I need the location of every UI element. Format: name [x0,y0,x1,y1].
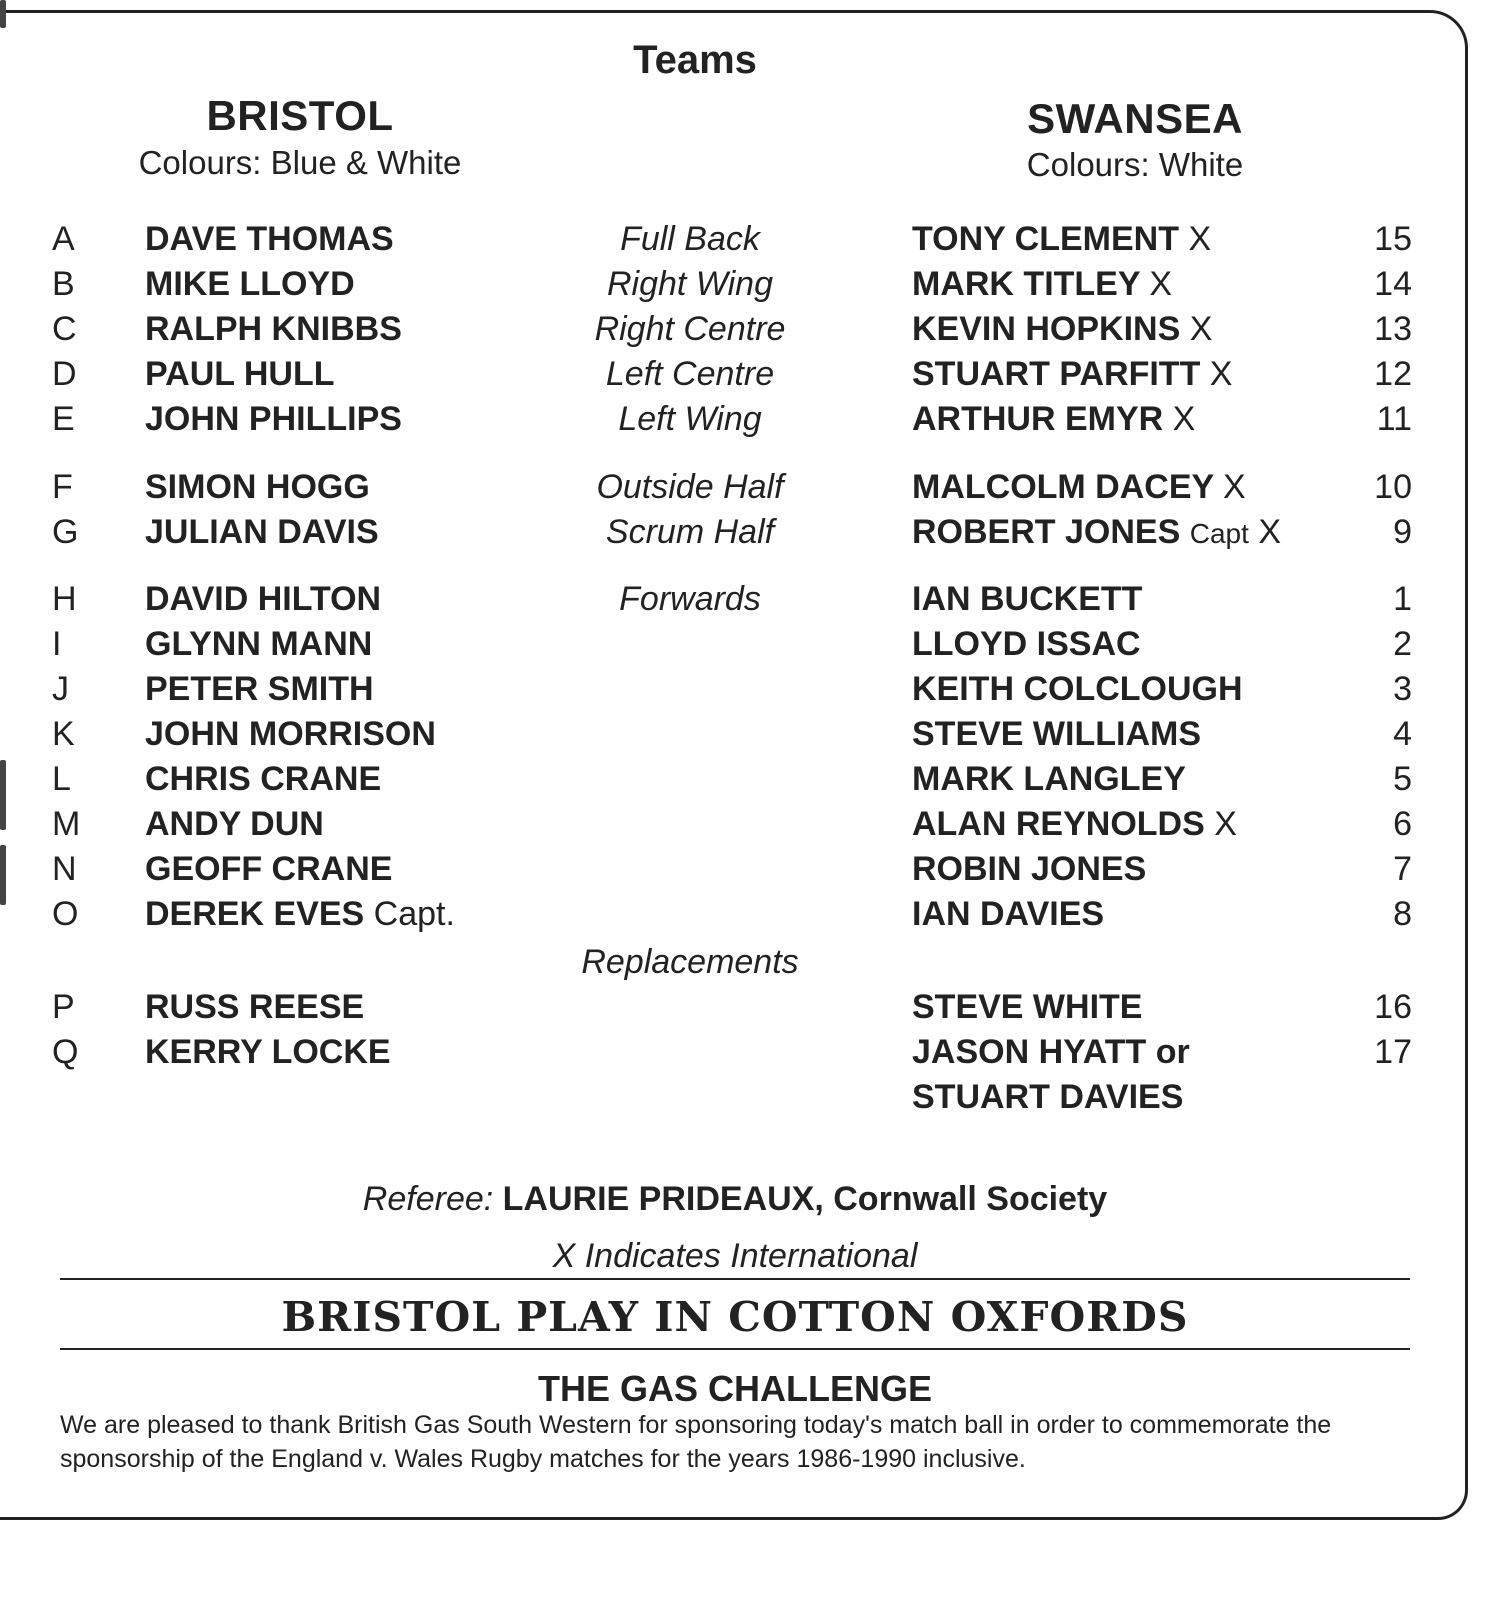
international-mark: X [1214,805,1237,843]
swansea-shirt-number: 11 [1376,400,1412,438]
position-label: Outside Half [596,468,784,506]
team-row [0,988,1495,1032]
team-row [0,670,1495,714]
bristol-player [145,355,335,394]
bristol-player [145,805,324,844]
swansea-player-name: STEVE WILLIAMS [912,715,1201,753]
divider [60,1348,1410,1350]
binding-mark [0,0,6,28]
bristol-player-name: JOHN PHILLIPS [145,400,402,438]
player-letter: O [52,895,79,933]
referee-name: LAURIE PRIDEAUX, Cornwall Society [502,1180,1108,1218]
player-letter: F [52,468,73,506]
swansea-player [912,580,1142,619]
swansea-captain-mark: Capt [1189,518,1249,549]
swansea-player [912,670,1243,709]
team-row [0,760,1495,804]
team-row [0,895,1495,939]
bristol-captain-mark: Capt. [373,895,455,933]
bristol-player-name: KERRY LOCKE [145,1033,391,1071]
team-row [0,580,1495,624]
position-label: Left Wing [618,400,762,438]
swansea-player-name: ARTHUR EMYR [912,400,1164,438]
team-row [0,1078,1495,1122]
bristol-colours: Colours: Blue & White [138,144,462,181]
swansea-player-name: ROBIN JONES [912,850,1147,888]
swansea-player-name: IAN DAVIES [912,895,1105,933]
bristol-player-name: JOHN MORRISON [145,715,436,753]
bristol-player-name: RALPH KNIBBS [145,310,402,348]
swansea-player-name: KEVIN HOPKINS [912,310,1181,348]
swansea-player [912,988,1142,1027]
position-label: Right Wing [607,265,773,303]
position-label: Forwards [619,580,761,618]
team-row [0,943,1495,987]
swansea-player [912,850,1146,889]
swansea-player [912,355,1232,394]
player-letter: L [52,760,71,798]
bristol-player-name: RUSS REESE [145,988,365,1026]
bristol-player-name: DAVE THOMAS [145,220,394,258]
swansea-player [912,513,1281,552]
swansea-player [912,265,1172,304]
swansea-player [912,468,1246,507]
swansea-shirt-number: 6 [1393,805,1412,843]
swansea-shirt-number: 5 [1393,760,1412,798]
player-letter: G [52,513,79,551]
position-label: Full Back [620,220,760,258]
team-row [0,355,1495,399]
team-row [0,265,1495,309]
player-letter: M [52,805,81,843]
bristol-player [145,1033,391,1072]
swansea-shirt-number: 4 [1393,715,1412,753]
bristol-player [145,625,372,664]
international-mark: X [1209,355,1233,393]
international-mark: X [1188,220,1212,258]
team-row [0,805,1495,849]
international-note: X Indicates International [552,1237,918,1275]
position-label: Left Centre [605,355,775,393]
position-label: Replacements [581,943,799,981]
bristol-player [145,895,455,934]
referee-label: Referee: [362,1180,494,1218]
swansea-shirt-number: 9 [1393,513,1412,551]
position-label: Right Centre [594,310,786,348]
international-mark: X [1149,265,1173,303]
team-row [0,310,1495,354]
bristol-player-name: JULIAN DAVIS [145,513,379,551]
divider [60,1278,1410,1280]
team-row [0,850,1495,894]
player-letter: K [52,715,75,753]
swansea-player-name: ALAN REYNOLDS [912,805,1205,843]
bristol-player [145,220,394,259]
swansea-shirt-number: 13 [1374,310,1412,348]
swansea-player-name: STUART DAVIES [912,1078,1184,1116]
swansea-player [912,895,1104,934]
bristol-player [145,988,364,1027]
page-title: Teams [633,38,757,82]
bristol-player [145,760,381,799]
player-letter: J [52,670,69,708]
player-letter: Q [52,1033,79,1071]
player-letter: B [52,265,75,303]
swansea-player-name: ROBERT JONES [912,513,1181,551]
referee-line [0,1180,1470,1219]
swansea-player-name: LLOYD ISSAC [912,625,1141,663]
bristol-player-name: DAVID HILTON [145,580,382,618]
bristol-player-name: ANDY DUN [145,805,324,843]
swansea-player [912,805,1237,844]
international-mark: X [1172,400,1196,438]
bristol-player [145,513,379,552]
international-mark: X [1258,513,1282,551]
swansea-player [912,310,1212,349]
swansea-player-name: MARK LANGLEY [912,760,1186,798]
swansea-shirt-number: 8 [1393,895,1412,933]
bristol-player [145,715,436,754]
player-letter: E [52,400,75,438]
swansea-shirt-number: 17 [1374,1033,1412,1071]
bristol-player-name: GEOFF CRANE [145,850,393,888]
team-row [0,468,1495,512]
swansea-shirt-number: 7 [1393,850,1412,888]
team-row [0,1033,1495,1077]
team-row [0,715,1495,759]
swansea-player [912,1033,1190,1072]
team-row [0,400,1495,444]
player-letter: D [52,355,77,393]
player-letter: I [52,625,62,663]
swansea-shirt-number: 10 [1374,468,1412,506]
bristol-player-name: MIKE LLOYD [145,265,355,303]
swansea-player [912,760,1186,799]
swansea-shirt-number: 15 [1374,220,1412,258]
bristol-player-name: PAUL HULL [145,355,335,393]
bristol-player-name: SIMON HOGG [145,468,370,506]
bristol-player-name: CHRIS CRANE [145,760,382,798]
swansea-player-name: TONY CLEMENT [912,220,1179,258]
bristol-player [145,850,392,889]
bristol-player-name: GLYNN MANN [145,625,373,663]
bristol-player [145,265,355,304]
bristol-player [145,468,370,507]
bristol-player [145,310,402,349]
swansea-player-name: MALCOLM DACEY [912,468,1214,506]
swansea-shirt-number: 12 [1374,355,1412,393]
player-letter: H [52,580,77,618]
swansea-shirt-number: 14 [1374,265,1412,303]
sponsor-banner: BRISTOL PLAY IN COTTON OXFORDS [281,1293,1189,1341]
swansea-player-name: KEITH COLCLOUGH [912,670,1243,708]
player-letter: P [52,988,75,1026]
team-row [0,625,1495,669]
swansea-team-name: SWANSEA [1027,95,1243,142]
international-mark: X [1189,310,1213,348]
swansea-shirt-number: 16 [1374,988,1412,1026]
swansea-player-name: STEVE WHITE [912,988,1143,1026]
bristol-player [145,400,402,439]
gas-challenge-heading: THE GAS CHALLENGE [537,1368,932,1409]
player-letter: C [52,310,77,348]
swansea-player [912,715,1201,754]
swansea-shirt-number: 3 [1393,670,1412,708]
player-letter: A [52,220,75,258]
player-letter: N [52,850,77,888]
swansea-shirt-number: 1 [1393,580,1412,618]
swansea-colours: Colours: White [1026,146,1244,183]
swansea-player [912,625,1141,664]
position-label: Scrum Half [605,513,775,551]
international-mark: X [1223,468,1246,506]
bristol-player-name: DEREK EVES [145,895,365,933]
bristol-team-name: BRISTOL [206,92,394,139]
bristol-player [145,580,381,619]
bristol-player [145,670,374,709]
swansea-shirt-number: 2 [1393,625,1412,663]
swansea-player-name: MARK TITLEY [912,265,1140,303]
swansea-player-name: STUART PARFITT [912,355,1201,393]
gas-challenge-text: We are pleased to thank British Gas South Western for sponsoring today's match ball in order to commemorate the sponsorship of the England v. Wales Rugby matches for the years 1986-1990 inclusive. [60,1411,1332,1473]
swansea-player-name: IAN BUCKETT [912,580,1143,618]
team-row [0,220,1495,264]
swansea-player-name: JASON HYATT or [912,1033,1190,1071]
swansea-player [912,1078,1183,1117]
bristol-player-name: PETER SMITH [145,670,374,708]
swansea-player [912,220,1211,259]
team-row [0,513,1495,557]
swansea-player [912,400,1195,439]
